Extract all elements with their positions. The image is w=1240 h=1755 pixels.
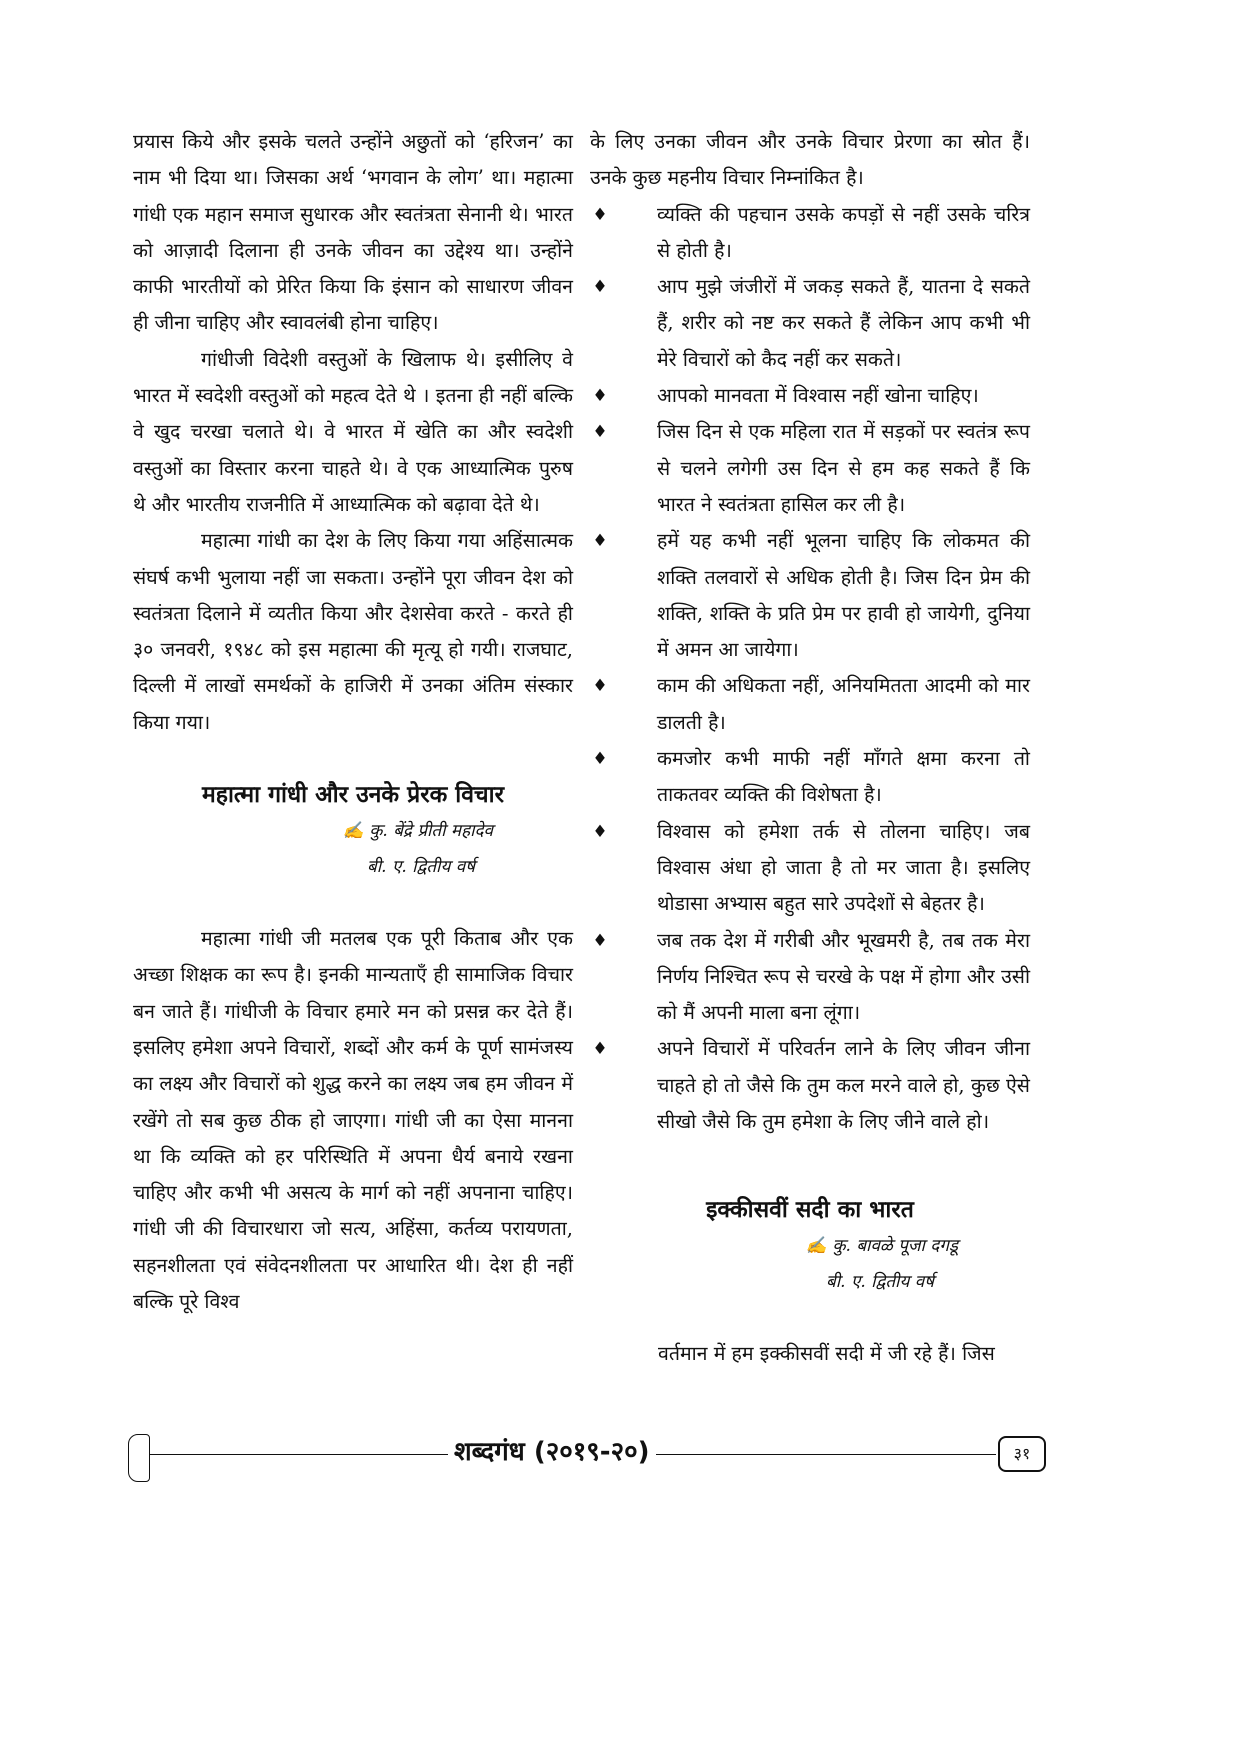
quote-text: जब तक देश में गरीबी और भूखमरी है, तब तक मेरा निर्णय निश्चित रूप से चरखे के पक्ष में होगा और उसी को मैं अपनी माला बना लूंगा।	[657, 928, 1030, 1025]
spacer	[133, 741, 573, 777]
quote-text: कमजोर कभी माफी नहीं माँगते क्षमा करना तो ताकतवर व्यक्ति की विशेषता है।	[657, 747, 1030, 807]
left-paragraph-3: महात्मा गांधी का देश के लिए किया गया अहिंसात्मक संघर्ष कभी भुलाया नहीं जा सकता। उन्होंने पूरा जीवन देश को स्वतंत्रता दिलाने में व्यतीत किया और देशसेवा करते - करते ही ३० जनवरी, १९४८ को इस महात्मा की मृत्यू हो गयी। राजघाट, दिल्ली में लाखों समर्थकों के हाजिरी में उनका अंतिम संस्कार किया गया।	[133, 529, 573, 734]
quote-item	[590, 414, 1030, 523]
quote-item	[590, 197, 1030, 270]
quote-item	[590, 378, 1030, 414]
diamond-bullet-icon: ♦	[592, 930, 608, 951]
diamond-bullet-icon: ♦	[592, 204, 608, 225]
left-paragraph-2: गांधीजी विदेशी वस्तुओं के खिलाफ थे। इसीलिए वे भारत में स्वदेशी वस्तुओं को महत्व देते थे । इतना ही नहीं बल्कि वे खुद चरखा चलाते थे। वे भारत में खेति का और स्वदेशी वस्तुओं का विस्तार करना चाहते थे। वे एक आध्यात्मिक पुरुष थे और भारतीय राजनीति में आध्यात्मिक को बढ़ावा देते थे।	[133, 347, 573, 516]
quote-text: हमें यह कभी नहीं भूलना चाहिए कि लोकमत की शक्ति तलवारों से अधिक होती है। जिस दिन प्रेम की शक्ति, शक्ति के प्रति प्रेम पर हावी हो जायेगी, दुनिया में अमन आ जायेगा।	[657, 529, 1030, 662]
scroll-left-ornament-icon	[128, 1434, 150, 1482]
quote-item	[590, 269, 1030, 378]
author-class-2: बी. ए. द्वितीय वर्ष	[826, 1272, 934, 1293]
article-heading-gandhi: महात्मा गांधी और उनके प्रेरक विचार	[202, 781, 504, 809]
right-paragraph-1: के लिए उनका जीवन और उनके विचार प्रेरणा का स्रोत हैं। उनके कुछ महनीय विचार निम्नांकित है।	[590, 130, 1030, 190]
quote-item	[590, 923, 1030, 1032]
quote-item	[590, 814, 1030, 923]
quote-text: विश्वास को हमेशा तर्क से तोलना चाहिए। जब विश्वास अंधा हो जाता है तो मर जाता है। इसलिए थोडासा अभ्यास बहुत सारे उपदेशों से बेहतर है।	[657, 819, 1030, 916]
left-paragraph-4: महात्मा गांधी जी मतलब एक पूरी किताब और एक अच्छा शिक्षक का रूप है। इनकी मान्यताएँ ही सामाजिक विचार बन जाते हैं। गांधीजी के विचार हमारे मन को प्रसन्न कर देते हैं। इसलिए हमेशा अपने विचारों, शब्दों और कर्म के पूर्ण सामंजस्य का लक्ष्य और विचारों को शुद्ध करने का लक्ष्य जब हम जीवन में रखेंगे तो सब कुछ ठीक हो जाएगा। गांधी जी का ऐसा मानना था कि व्यक्ति को हर परिस्थिति में अपना धैर्य बनाये रखना चाहिए और कभी भी असत्य के मार्ग को नहीं अपनाना चाहिए। गांधी जी की विचारधारा जो सत्य, अहिंसा, कर्तव्य परायणता, सहनशीलता एवं संवेदनशीलता पर आधारित थी। देश ही नहीं बल्कि पूरे विश्व	[133, 927, 573, 1314]
quote-text: जिस दिन से एक महिला रात में सड़कों पर स्वतंत्र रूप से चलने लगेगी उस दिन से हम कह सकते हैं कि भारत ने स्वतंत्रता हासिल कर ली है।	[657, 420, 1030, 516]
quote-item	[590, 523, 1030, 668]
quote-text: अपने विचारों में परिवर्तन लाने के लिए जीवन जीना चाहते हो तो जैसे कि तुम कल मरने वाले हो, कुछ ऐसे सीखो जैसे कि तुम हमेशा के लिए जीने वाले हो।	[657, 1037, 1030, 1134]
article-heading-21st-century: इक्कीसवीं सदी का भारत	[706, 1196, 914, 1224]
quote-list	[590, 197, 1030, 1141]
right-paragraph-2: वर्तमान में हम इक्कीसवीं सदी में जी रहे हैं। जिस	[658, 1342, 995, 1366]
diamond-bullet-icon: ♦	[592, 386, 608, 407]
spacer	[590, 1140, 1030, 1192]
quote-text: आपको मानवता में विश्वास नहीं खोना चाहिए।	[657, 384, 979, 408]
diamond-bullet-icon: ♦	[592, 277, 608, 298]
spacer	[133, 885, 573, 921]
quote-item	[590, 741, 1030, 814]
diamond-bullet-icon: ♦	[592, 821, 608, 842]
spacer	[590, 1300, 1030, 1336]
quote-item	[590, 1031, 1030, 1140]
quote-item	[590, 668, 1030, 741]
publication-title: शब्दगंध (२०१९-२०)	[448, 1432, 656, 1468]
diamond-bullet-icon: ♦	[592, 676, 608, 697]
diamond-bullet-icon: ♦	[592, 422, 608, 443]
page-number: ३१	[998, 1436, 1046, 1472]
quote-text: काम की अधिकता नहीं, अनियमितता आदमी को मार डालती है।	[657, 674, 1030, 734]
diamond-bullet-icon: ♦	[592, 749, 608, 770]
diamond-bullet-icon: ♦	[592, 531, 608, 552]
author-class: बी. ए. द्वितीय वर्ष	[367, 857, 475, 878]
author-name: ✍ कु. बेंद्रे प्रीती महादेव	[342, 821, 493, 842]
diamond-bullet-icon: ♦	[592, 1039, 608, 1060]
quote-text: व्यक्ति की पहचान उसके कपड़ों से नहीं उसके चरित्र से होती है।	[657, 202, 1030, 262]
left-column	[133, 124, 573, 1320]
left-paragraph-1: प्रयास किये और इसके चलते उन्होंने अछुतों को ‘हरिजन’ का नाम भी दिया था। जिसका अर्थ ‘भगवान के लोग’ था। महात्मा गांधी एक महान समाज सुधारक और स्वतंत्रता सेनानी थे। भारत को आज़ादी दिलाना ही उनके जीवन का उद्देश्य था। उन्होंने काफी भारतीयों को प्रेरित किया कि इंसान को साधारण जीवन ही जीना चाहिए और स्वावलंबी होना चाहिए।	[133, 130, 573, 335]
right-column	[590, 124, 1030, 1373]
author-name-2: ✍ कु. बावळे पूजा दगडू	[805, 1236, 958, 1257]
page-footer	[128, 1430, 1048, 1482]
quote-text: आप मुझे जंजीरों में जकड़ सकते हैं, यातना दे सकते हैं, शरीर को नष्ट कर सकते हैं लेकिन आप कभी भी मेरे विचारों को कैद नहीं कर सकते।	[657, 275, 1030, 371]
